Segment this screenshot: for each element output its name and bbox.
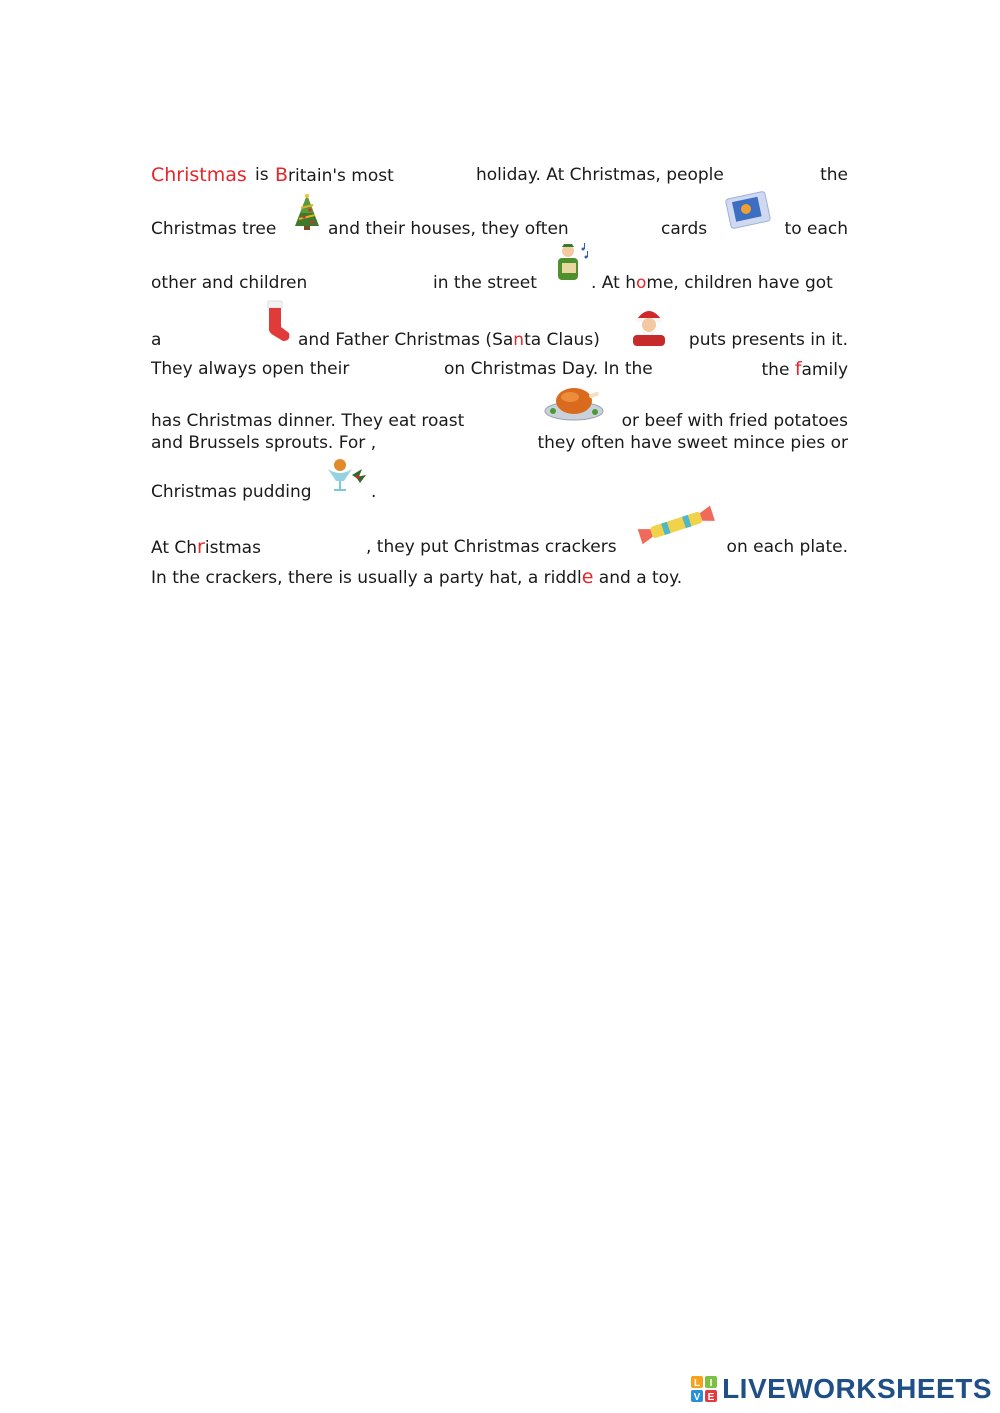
they-put-text: , they put Christmas crackers [366, 537, 617, 557]
christmas-day-text: on Christmas Day. In the [444, 359, 653, 379]
at-home-text [591, 271, 833, 295]
amily-text: amily [801, 360, 848, 380]
caroler-icon [552, 243, 590, 285]
a-word: a [151, 330, 162, 350]
text-line-7 [151, 431, 848, 455]
text-line-9 [151, 535, 848, 559]
liveworksheets-wordmark: LIVEWORKSHEETS [722, 1373, 992, 1404]
text-line-4 [151, 328, 848, 352]
text-line-6 [151, 409, 848, 433]
the-word-2: the [761, 360, 790, 380]
mince-pies-text: they often have sweet mince pies or [537, 433, 848, 453]
britains-most [275, 163, 394, 188]
in-the-street-text: in the street [433, 273, 537, 293]
to-each-text: to each [784, 219, 848, 239]
text-line-3 [151, 271, 848, 295]
on-each-plate-text: on each plate. [726, 537, 848, 557]
or-beef-text: or beef with fried potatoes [621, 411, 848, 431]
svg-text:L: L [694, 1378, 701, 1389]
svg-text:E: E [707, 1392, 715, 1403]
pudding-text: Christmas pudding [151, 482, 312, 502]
they-always-text: They always open their [151, 359, 350, 379]
ta-claus-text: ta Claus) [524, 330, 600, 350]
and-a-toy-text: and a toy. [593, 568, 683, 588]
red-letter-n: n [513, 330, 525, 350]
text-line-10 [151, 565, 848, 589]
me-children-text: me, children have got [646, 273, 833, 293]
text-line-5 [151, 357, 848, 381]
christmas-pudding-icon [322, 455, 370, 495]
christmas-tree-icon [292, 193, 322, 233]
christmas-word: Christmas [151, 164, 247, 186]
period: . [371, 482, 377, 502]
cards-word: cards [661, 219, 708, 239]
the-family-text [762, 357, 849, 382]
christmas-card-icon [722, 189, 774, 233]
istmas-text: istmas [204, 538, 261, 558]
red-letter-r: r [197, 536, 205, 558]
red-letter-b: B [275, 164, 289, 186]
dinner-text: has Christmas dinner. They eat roast [151, 411, 465, 431]
britains-most-text: ritain's most [288, 166, 394, 186]
svg-text:I: I [709, 1378, 713, 1389]
at-ch-text: At Ch [151, 538, 198, 558]
text-line-8 [151, 480, 848, 504]
red-letter-o: o [635, 273, 647, 293]
is-word: is [255, 165, 269, 185]
red-letter-e: e [581, 566, 594, 588]
crackers-riddle-text: In the crackers, there is usually a party hat, a riddl [151, 568, 582, 588]
text-line-1 [151, 163, 848, 187]
christmas-cracker-icon [634, 501, 718, 547]
svg-text:V: V [693, 1392, 701, 1403]
houses-text: and their houses, they often [328, 219, 569, 239]
the-word: the [820, 165, 848, 185]
santa-claus-icon [629, 305, 669, 347]
stocking-icon [261, 299, 293, 345]
and-father-text: and Father Christmas (Sa [298, 330, 514, 350]
in-the-crackers-text [151, 565, 682, 590]
puts-presents-text: puts presents in it. [688, 330, 848, 350]
father-christmas-text [298, 328, 600, 352]
brussels-text: and Brussels sprouts. For , [151, 433, 377, 453]
at-h-text: . At h [591, 273, 636, 293]
at-christmas-text [151, 535, 261, 560]
roast-turkey-icon [543, 381, 605, 423]
christmas-tree-text: Christmas tree [151, 219, 277, 239]
liveworksheets-brand [690, 1369, 992, 1409]
other-children-text: other and children [151, 273, 308, 293]
holiday-text: holiday. At Christmas, people [476, 165, 724, 185]
red-letter-f: f [794, 358, 802, 380]
liveworksheets-logo-icon [690, 1375, 718, 1403]
